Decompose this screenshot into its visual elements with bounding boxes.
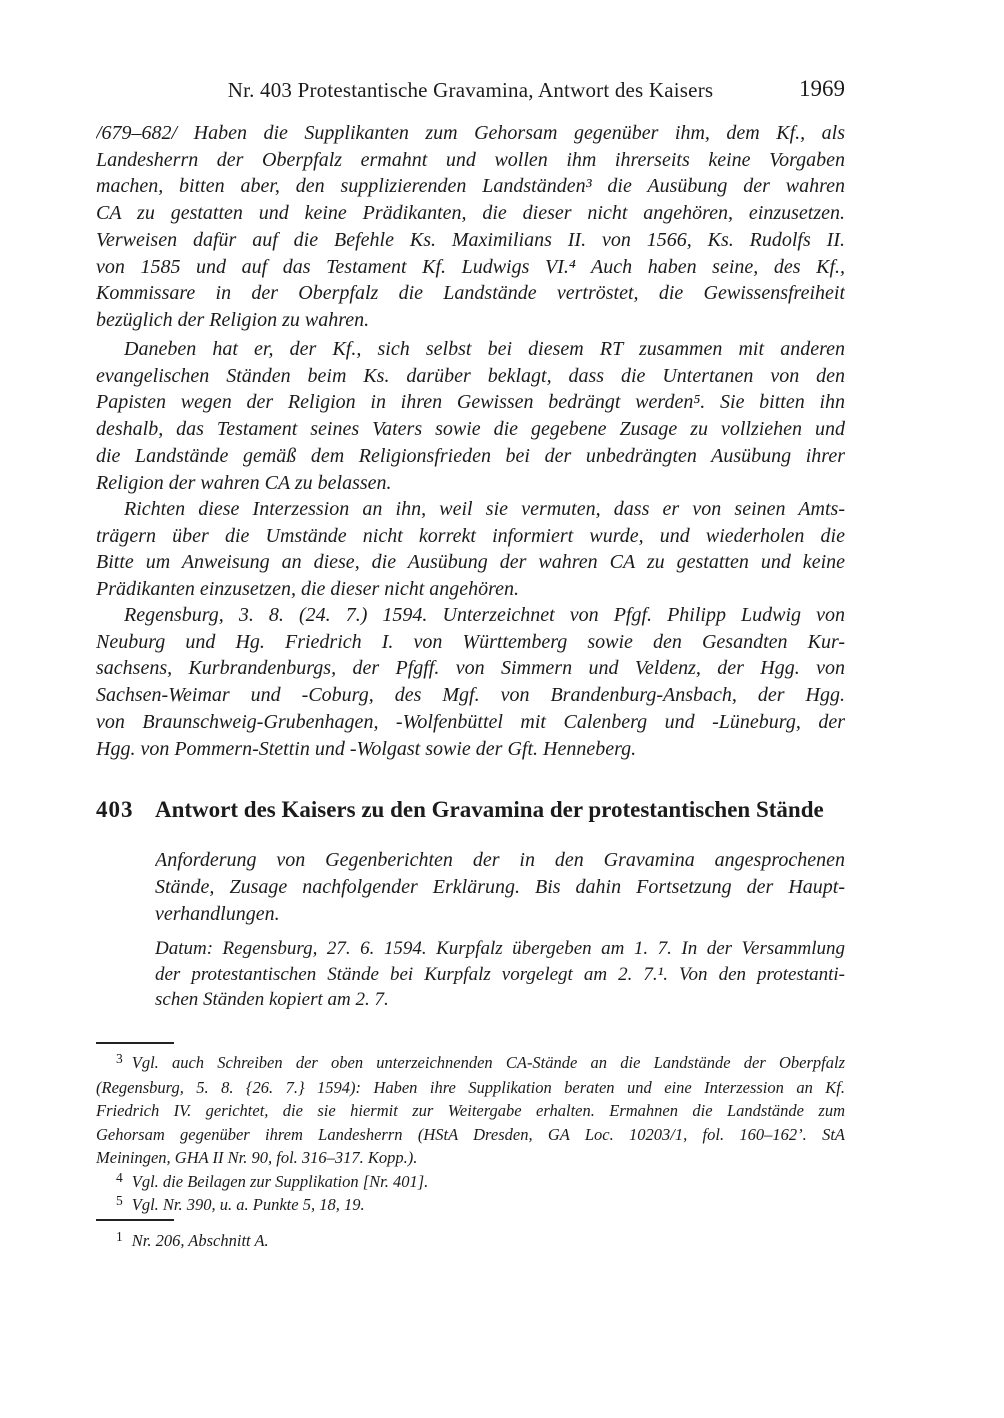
text-line <box>96 1051 845 1076</box>
text-line: Verweisen dafür auf die Befehle Ks. Maximilians II. von 1566, Ks. Rudolfs II. <box>96 228 845 251</box>
footnote-4 <box>96 1170 845 1195</box>
text-line: Landesherrn der Oberpfalz ermahnt und wollen ihm ihrerseits keine Vorgaben <box>96 148 845 171</box>
text-line: Religion der wahren CA zu belassen. <box>96 471 392 494</box>
footnote-text: Nr. 206, Abschnitt A. <box>131 1231 269 1250</box>
text-line: bezüglich der Religion zu wahren. <box>96 308 370 331</box>
text-line: Papisten wegen der Religion in ihren Gewissen bedrängt werden⁵. Sie bitten ihn <box>96 391 845 414</box>
text-line: sachsens, Kurbrandenburgs, der Pfgff. von Simmern und Veldenz, der Hgg. von <box>96 657 845 680</box>
footnote-3 <box>96 1051 845 1170</box>
text-line: Meiningen, GHA II Nr. 90, fol. 316–317. Kopp.). <box>96 1148 418 1168</box>
text-line <box>96 1170 845 1195</box>
text-line: von 1585 und auf das Testament Kf. Ludwigs VI.⁴ Auch haben seine, des Kf., <box>96 255 845 278</box>
running-header <box>96 78 845 104</box>
summary-paragraph-3 <box>96 496 845 603</box>
section-heading <box>96 797 845 827</box>
footnote-marker: 4 <box>116 1170 123 1185</box>
text-line: Regensburg, 3. 8. (24. 7.) 1594. Unterzeichnet von Pfgf. Philipp Ludwig von <box>124 604 845 626</box>
text-line: Gehorsam gegenüber ihrem Landesherrn (HStA Dresden, GA Loc. 10203/1, fol. 160–162’. StA <box>96 1124 845 1144</box>
text-line: Bitte um Anweisung an diese, die Ausübung der wahren CA zu gestatten und keine <box>96 551 845 574</box>
footnote-1 <box>96 1229 845 1254</box>
footnote-marker: 5 <box>116 1193 123 1208</box>
text-line: die Landstände gemäß dem Religionsfrieden bei der unbedrängten Ausübung ihrer <box>96 444 845 467</box>
text-line: Richten diese Interzession an ihn, weil sie vermuten, dass er von seinen Amts- <box>124 498 845 520</box>
text-line: schen Ständen kopiert am 2. 7. <box>155 989 389 1010</box>
text-line: /679–682/ Haben die Supplikanten zum Gehorsam gegenüber ihm, dem Kf., als <box>96 122 845 144</box>
running-header-title: Nr. 403 Protestantische Gravamina, Antwort des Kaisers <box>227 78 714 102</box>
footnote-text: Vgl. auch Schreiben der oben unterzeichnenden CA-Stände an die Landstände der Oberpfalz <box>131 1053 845 1072</box>
footnote-marker: 1 <box>116 1229 123 1244</box>
text-line: Datum: Regensburg, 27. 6. 1594. Kurpfalz übergeben am 1. 7. In der Versammlung <box>155 938 845 959</box>
text-line: Hgg. von Pommern-Stettin und -Wolgast sowie der Gft. Henneberg. <box>96 737 637 760</box>
footnote-rule <box>96 1219 174 1221</box>
text-line: evangelischen Ständen beim Ks. darüber beklagt, dass die Untertanen von den <box>96 364 845 387</box>
text-line: von Braunschweig-Grubenhagen, -Wolfenbüttel mit Calenberg und -Lüneburg, der <box>96 710 845 733</box>
text-line: Friedrich IV. gerichtet, die sie hiermit zur Weitergabe erhalten. Ermahnen die Landstände zum <box>96 1101 845 1121</box>
summary-paragraph-1 <box>96 120 845 334</box>
footnote-text: Vgl. die Beilagen zur Supplikation [Nr. 401]. <box>131 1172 429 1191</box>
text-line: der protestantischen Stände bei Kurpfalz vorgelegt am 2. 7.¹. Von den protestanti- <box>155 963 845 985</box>
datum-block <box>155 936 845 1013</box>
text-line: CA zu gestatten und keine Prädikanten, die dieser nicht angehören, einzusetzen. <box>96 202 845 225</box>
text-line: trägern über die Umstände nicht korrekt informiert wurde, und wiederholen die <box>96 524 845 547</box>
text-line: (Regensburg, 5. 8. {26. 7.} 1594): Haben ihre Supplikation beraten und eine Interzession an Kf. <box>96 1077 845 1097</box>
abstract-block <box>155 847 845 928</box>
footnote-marker: 3 <box>116 1051 123 1066</box>
summary-paragraph-4 <box>96 602 845 762</box>
footnote-5 <box>96 1193 845 1218</box>
footnote-text: Vgl. Nr. 390, u. a. Punkte 5, 18, 19. <box>131 1195 365 1214</box>
text-line: verhandlungen. <box>155 903 280 925</box>
text-line: Daneben hat er, der Kf., sich selbst bei diesem RT zusammen mit anderen <box>124 338 845 360</box>
text-line: machen, bitten aber, den supplizierenden Landständen³ die Ausübung der wahren <box>96 175 845 198</box>
text-line: Kommissare in der Oberpfalz die Landstände vertröstet, die Gewissensfreiheit <box>96 282 845 305</box>
text-line: Anforderung von Gegenberichten der in den Gravamina angesprochenen <box>155 849 845 871</box>
text-line: Neuburg und Hg. Friedrich I. von Württemberg sowie den Gesandten Kur- <box>96 630 845 653</box>
summary-paragraph-2 <box>96 336 845 496</box>
page-number: 1969 <box>799 76 845 101</box>
section-number: 403 <box>96 797 134 822</box>
footnote-rule <box>96 1042 174 1044</box>
text-line: Stände, Zusage nachfolgender Erklärung. Bis dahin Fortsetzung der Haupt- <box>155 876 845 898</box>
text-line: Sachsen-Weimar und -Coburg, des Mgf. von Brandenburg-Ansbach, der Hgg. <box>96 684 845 707</box>
text-line: deshalb, das Testament seines Vaters sowie die gegebene Zusage zu vollziehen und <box>96 418 845 441</box>
text-line <box>96 1229 845 1254</box>
text-line: Prädikanten einzusetzen, die dieser nicht angehören. <box>96 578 520 601</box>
text-line <box>96 1193 845 1218</box>
section-title: Antwort des Kaisers zu den Gravamina der protestantischen Stände <box>155 797 824 822</box>
